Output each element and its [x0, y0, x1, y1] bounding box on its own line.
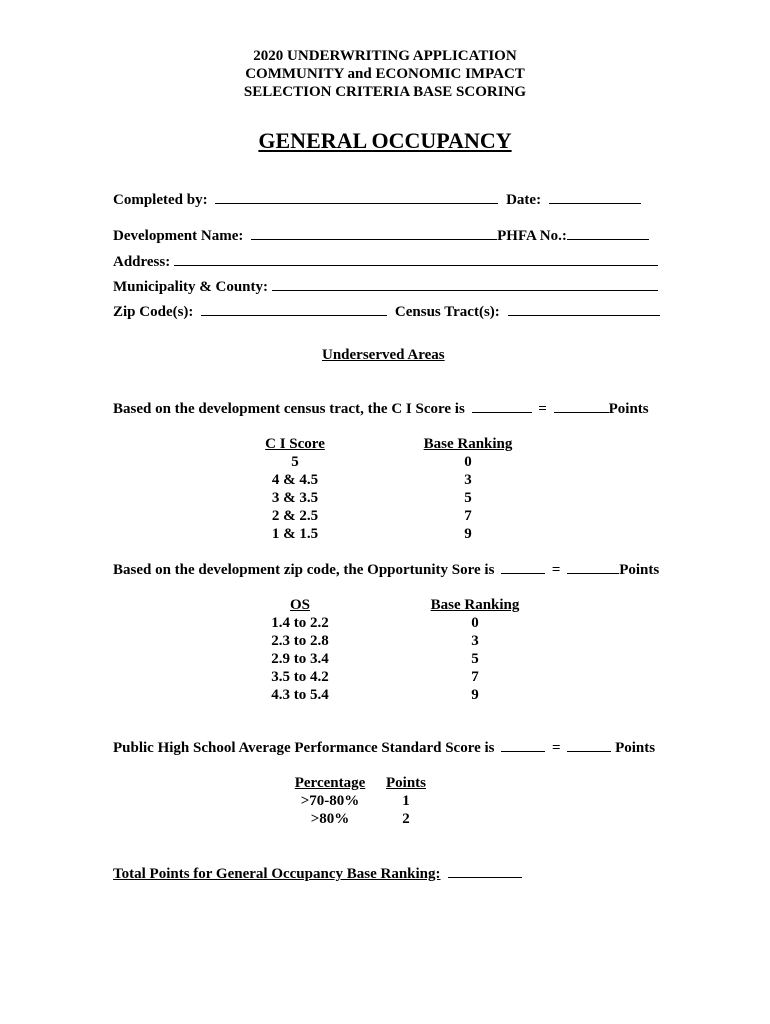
ci-score-field[interactable] — [472, 399, 532, 413]
address-field[interactable] — [174, 252, 658, 266]
table-cell: 0 — [471, 615, 479, 631]
address-label: Address: — [113, 254, 171, 270]
table-cell: 4 & 4.5 — [271, 472, 319, 488]
phfa-no-field[interactable] — [567, 226, 649, 240]
municipality-field[interactable] — [272, 277, 658, 291]
ci-equals: = — [538, 401, 547, 417]
table-cell: 1.4 to 2.2 — [271, 615, 329, 631]
os-score-column — [250, 596, 350, 704]
table-cell: 2.3 to 2.8 — [271, 633, 329, 649]
completed-by-row — [113, 190, 641, 209]
os-rank-header: Base Ranking — [430, 597, 520, 613]
ci-points-field[interactable] — [554, 399, 609, 413]
hs-points-field[interactable] — [567, 738, 611, 752]
table-cell: 2.9 to 3.4 — [271, 651, 329, 667]
table-cell: 2 — [402, 811, 410, 827]
address-row — [113, 252, 658, 271]
development-row — [113, 226, 649, 245]
total-label: Total Points for General Occupancy Base Ranking: — [113, 866, 441, 882]
development-name-field[interactable] — [251, 226, 497, 240]
table-cell: 1 & 1.5 — [271, 526, 319, 542]
development-name-label: Development Name: — [113, 228, 244, 244]
total-field[interactable] — [448, 864, 522, 878]
table-cell: 0 — [464, 454, 472, 470]
os-points-label: Points — [619, 562, 660, 578]
ci-score-prompt: Based on the development census tract, the C I Score is — [113, 401, 465, 417]
date-label: Date: — [506, 192, 542, 208]
os-score-header: OS — [289, 597, 310, 613]
table-cell: 5 — [464, 490, 472, 506]
zip-census-row — [113, 302, 660, 321]
date-field[interactable] — [549, 190, 641, 204]
header-line-1: 2020 UNDERWRITING APPLICATION — [253, 48, 517, 64]
table-cell: 4.3 to 5.4 — [271, 687, 329, 703]
hs-pts-header: Points — [385, 775, 426, 791]
hs-score-field[interactable] — [501, 738, 545, 752]
os-score-field[interactable] — [501, 560, 545, 574]
census-field[interactable] — [508, 302, 660, 316]
table-cell: 5 — [291, 454, 299, 470]
table-cell: 3 & 3.5 — [271, 490, 319, 506]
table-cell: 3 — [464, 472, 472, 488]
table-cell: >80% — [310, 811, 350, 827]
hs-pct-header: Percentage — [294, 775, 366, 791]
table-cell: 2 & 2.5 — [271, 508, 319, 524]
os-points-field[interactable] — [567, 560, 619, 574]
os-prompt: Based on the development zip code, the Opportunity Sore is — [113, 562, 495, 578]
table-cell: 3 — [471, 633, 479, 649]
ci-rank-column — [413, 435, 523, 543]
table-cell: 1 — [402, 793, 410, 809]
table-cell: 9 — [464, 526, 472, 542]
table-cell: 7 — [464, 508, 472, 524]
table-cell: 7 — [471, 669, 479, 685]
hs-pct-column — [285, 774, 375, 828]
table-cell: 5 — [471, 651, 479, 667]
ci-score-prompt-row — [113, 399, 649, 418]
hs-prompt: Public High School Average Performance Standard Score is — [113, 740, 495, 756]
hs-pts-column — [380, 774, 432, 828]
hs-equals: = — [552, 740, 561, 756]
header-line-2: COMMUNITY and ECONOMIC IMPACT — [245, 66, 525, 82]
os-prompt-row — [113, 560, 659, 579]
ci-score-column — [250, 435, 340, 543]
page-title: GENERAL OCCUPANCY — [258, 128, 512, 153]
ci-rank-header: Base Ranking — [423, 436, 513, 452]
section-title: Underserved Areas — [322, 347, 445, 363]
header-line-3: SELECTION CRITERIA BASE SCORING — [243, 84, 527, 100]
total-row — [113, 864, 522, 883]
census-label: Census Tract(s): — [394, 304, 500, 320]
ci-score-header: C I Score — [265, 436, 325, 452]
hs-points-label: Points — [615, 740, 656, 756]
table-cell: 9 — [471, 687, 479, 703]
municipality-row — [113, 277, 658, 296]
os-rank-column — [420, 596, 530, 704]
municipality-label: Municipality & County: — [113, 279, 269, 295]
table-cell: 3.5 to 4.2 — [271, 669, 329, 685]
zip-field[interactable] — [201, 302, 387, 316]
ci-points-label: Points — [608, 401, 649, 417]
hs-prompt-row — [113, 738, 655, 757]
os-equals: = — [551, 562, 561, 578]
table-cell: >70-80% — [300, 793, 360, 809]
completed-by-field[interactable] — [215, 190, 498, 204]
completed-by-label: Completed by: — [113, 192, 208, 208]
zip-label: Zip Code(s): — [113, 304, 194, 320]
phfa-no-label: PHFA No.: — [497, 228, 567, 244]
